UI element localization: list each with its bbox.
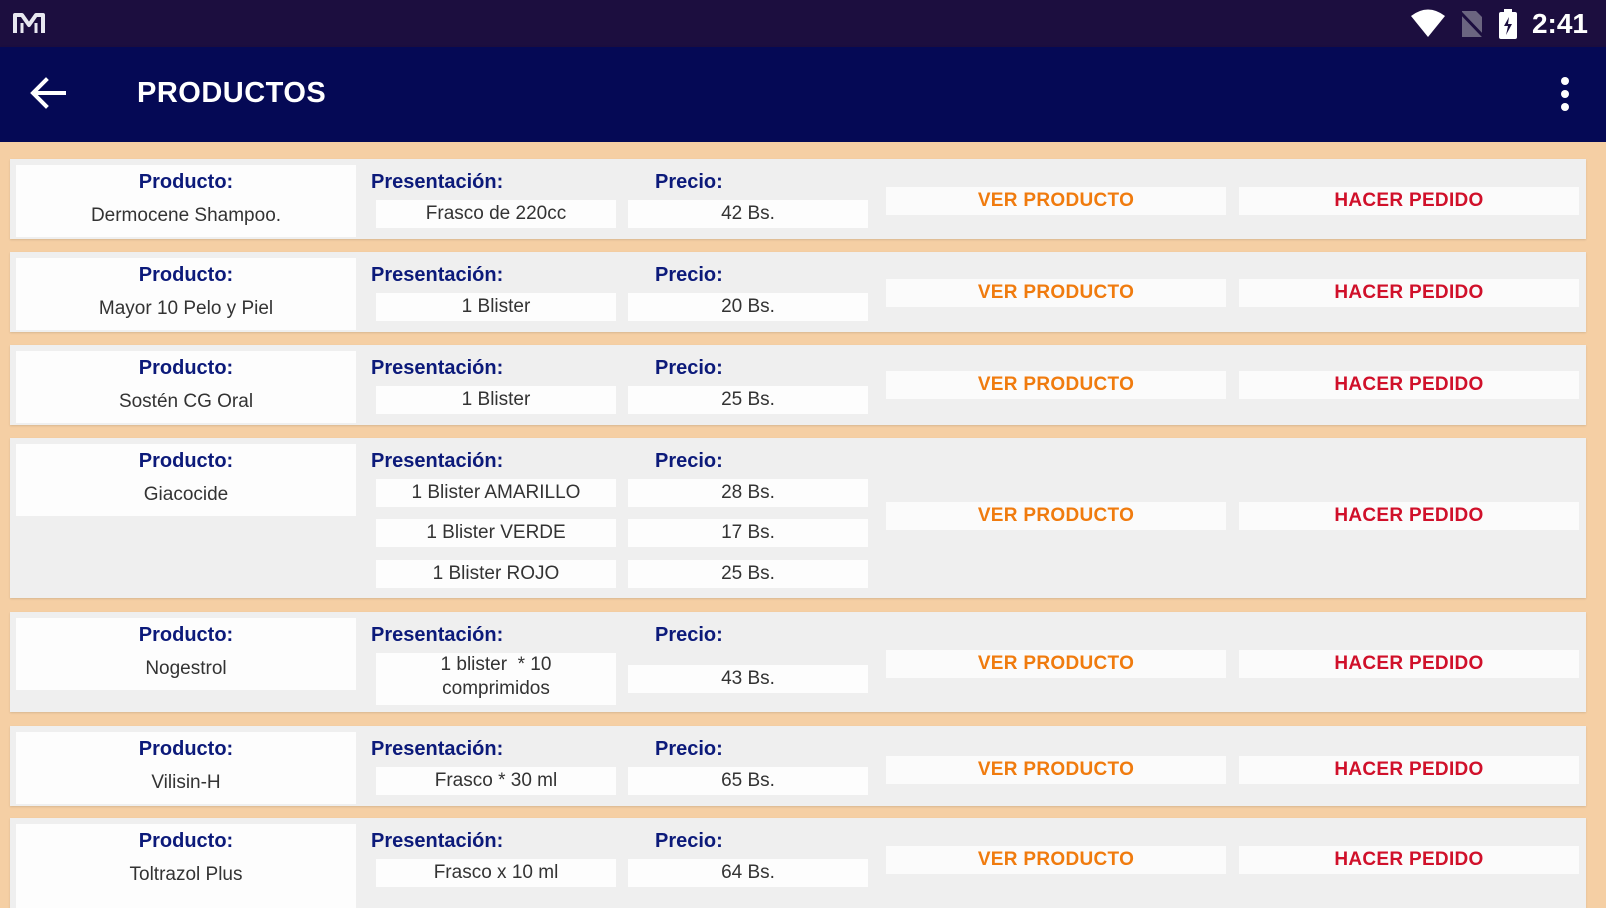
product-name: Vilisin-H [151, 772, 221, 793]
product-name: Giacocide [143, 484, 229, 505]
product-label: Producto: [138, 830, 234, 852]
presentation-label: Presentación: [371, 830, 504, 852]
ver-producto-button[interactable]: VER PRODUCTO [886, 756, 1226, 784]
clock: 2:41 [1531, 7, 1588, 39]
product-name: Dermocene Shampoo. [90, 205, 282, 226]
presentation-label: Presentación: [371, 450, 504, 472]
price-value: 64 Bs. [628, 859, 868, 887]
product-row [10, 612, 1586, 712]
price-label: Precio: [655, 624, 723, 646]
hacer-pedido-button[interactable]: HACER PEDIDO [1239, 846, 1579, 874]
ver-producto-button[interactable]: VER PRODUCTO [886, 502, 1226, 530]
hacer-pedido-button[interactable]: HACER PEDIDO [1239, 187, 1579, 215]
price-value: 25 Bs. [628, 560, 868, 588]
price-label: Precio: [655, 738, 723, 760]
product-row [10, 726, 1586, 806]
price-value: 17 Bs. [628, 519, 868, 547]
product-row [10, 252, 1586, 332]
presentation-value: 1 Blister ROJO [376, 560, 616, 588]
presentation-label: Presentación: [371, 171, 504, 193]
ver-producto-button[interactable]: VER PRODUCTO [886, 846, 1226, 874]
back-arrow-icon[interactable] [24, 69, 72, 117]
price-label: Precio: [655, 264, 723, 286]
hacer-pedido-button[interactable]: HACER PEDIDO [1239, 279, 1579, 307]
ver-producto-button[interactable]: VER PRODUCTO [886, 187, 1226, 215]
presentation-value: Frasco * 30 ml [376, 767, 616, 795]
ver-producto-button[interactable]: VER PRODUCTO [886, 371, 1226, 399]
price-label: Precio: [655, 171, 723, 193]
presentation-value: 1 Blister AMARILLO [376, 479, 616, 507]
price-label: Precio: [655, 830, 723, 852]
price-value: 43 Bs. [628, 665, 868, 693]
price-value: 25 Bs. [628, 386, 868, 414]
price-label: Precio: [655, 450, 723, 472]
presentation-value: Frasco x 10 ml [376, 859, 616, 887]
product-list[interactable] [0, 142, 1606, 900]
price-value: 28 Bs. [628, 479, 868, 507]
price-value: 65 Bs. [628, 767, 868, 795]
status-bar [0, 0, 1606, 47]
product-row [10, 438, 1586, 598]
presentation-label: Presentación: [371, 738, 504, 760]
product-name: Sostén CG Oral [118, 391, 254, 412]
presentation-value: Frasco de 220cc [376, 200, 616, 228]
battery-charging-icon [1498, 9, 1518, 39]
hacer-pedido-button[interactable]: HACER PEDIDO [1239, 756, 1579, 784]
ver-producto-button[interactable]: VER PRODUCTO [886, 650, 1226, 678]
price-label: Precio: [655, 357, 723, 379]
presentation-label: Presentación: [371, 624, 504, 646]
price-value: 20 Bs. [628, 293, 868, 321]
hacer-pedido-button[interactable]: HACER PEDIDO [1239, 371, 1579, 399]
ver-producto-button[interactable]: VER PRODUCTO [886, 279, 1226, 307]
app-logo-icon [12, 9, 46, 37]
presentation-value: 1 blister * 10 comprimidos [376, 653, 616, 705]
product-name: Mayor 10 Pelo y Piel [98, 298, 274, 319]
presentation-label: Presentación: [371, 357, 504, 379]
price-value: 42 Bs. [628, 200, 868, 228]
presentation-label: Presentación: [371, 264, 504, 286]
no-sim-icon [1460, 9, 1484, 39]
product-name: Nogestrol [145, 658, 227, 679]
more-options-icon[interactable] [1550, 73, 1580, 117]
presentation-value: 1 Blister VERDE [376, 519, 616, 547]
product-label: Producto: [138, 738, 234, 760]
presentation-value: 1 Blister [376, 386, 616, 414]
wifi-icon [1410, 9, 1446, 39]
product-name: Toltrazol Plus [129, 864, 243, 885]
product-label: Producto: [138, 624, 234, 646]
product-label: Producto: [138, 171, 234, 193]
product-row [10, 159, 1586, 239]
product-label: Producto: [138, 357, 234, 379]
hacer-pedido-button[interactable]: HACER PEDIDO [1239, 502, 1579, 530]
product-row [10, 818, 1586, 908]
product-label: Producto: [138, 264, 234, 286]
product-row [10, 345, 1586, 425]
product-label: Producto: [138, 450, 234, 472]
presentation-value: 1 Blister [376, 293, 616, 321]
hacer-pedido-button[interactable]: HACER PEDIDO [1239, 650, 1579, 678]
app-toolbar [0, 47, 1606, 142]
page-title: PRODUCTOS [137, 77, 327, 109]
